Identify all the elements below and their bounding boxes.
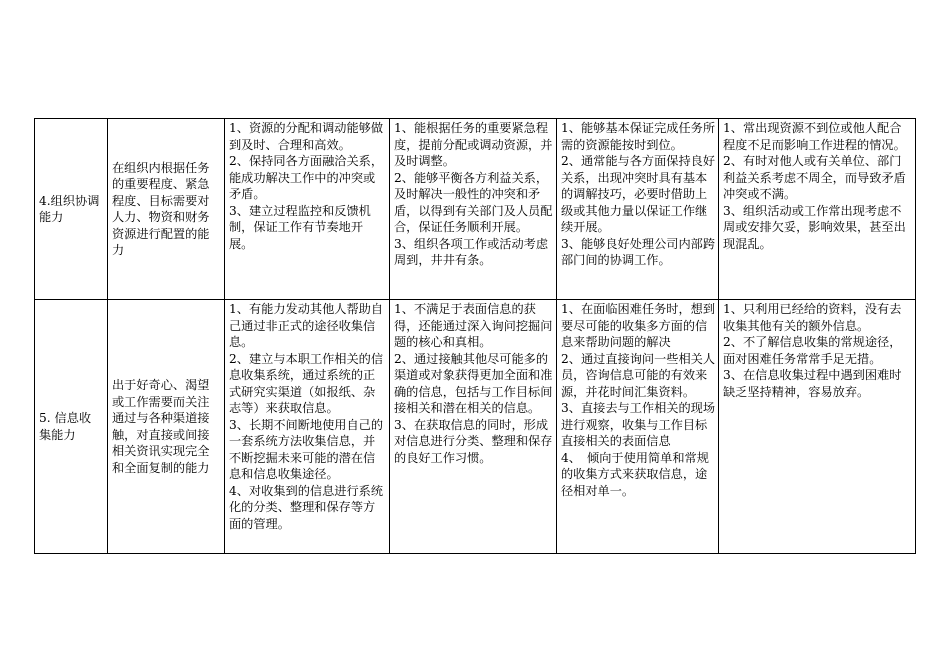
level-item: 1、不满足于表面信息的获得，还能通过深入询问挖掘问题的核心和真相。 bbox=[394, 302, 553, 349]
level-item: 2、通过直接询问一些相关人员，咨询信息可能的有效来源，并花时间汇集资料。 bbox=[561, 351, 716, 399]
level-cell bbox=[719, 300, 916, 554]
level-item: 3、组织活动或工作常出现考虑不周或安排欠妥，影响效果，甚至出现混乱。 bbox=[723, 203, 906, 251]
level-item: 3、组织各项工作或活动考虑周到，井井有条。 bbox=[394, 236, 549, 267]
level-item: 1、在面临困难任务时，想到要尽可能的收集多方面的信息来帮助问题的解决 bbox=[561, 302, 716, 349]
table-row-information bbox=[35, 300, 916, 554]
level-item: 3、能够良好处理公司内部跨部门间的协调工作。 bbox=[561, 236, 716, 267]
level-item: 3、在信息收集过程中遇到困难时缺乏坚持精神，容易放弃。 bbox=[723, 368, 902, 399]
competency-table bbox=[34, 118, 916, 554]
level-item: 1、有能力发动其他人帮助自己通过非正式的途径收集信息。 bbox=[229, 302, 384, 349]
level-cell bbox=[390, 119, 557, 300]
competency-definition: 出于好奇心、渴望或工作需要而关注通过与各种渠道接触，对直接或间接相关资讯实现完全和全面复制的能力 bbox=[108, 300, 225, 554]
competency-definition: 在组织内根据任务的重要程度、紧急程度、目标需要对人力、物资和财务资源进行配置的能力 bbox=[108, 119, 225, 300]
level-item: 2、能够平衡各方利益关系，及时解决一般性的冲突和矛盾，以得到有关部门及人员配合，保证任务顺利开展。 bbox=[394, 170, 553, 234]
level-item: 4、对收集到的信息进行系统化的分类、整理和保存等方面的管理。 bbox=[229, 483, 384, 531]
level-item: 3、在获取信息的同时，形成对信息进行分类、整理和保存的良好工作习惯。 bbox=[394, 417, 553, 465]
level-cell bbox=[557, 119, 719, 300]
level-item: 3、直接去与工作相关的现场进行观察，收集与工作目标直接相关的表面信息 bbox=[561, 401, 716, 448]
level-item: 3、建立过程监控和反馈机制，保证工作有节奏地开展。 bbox=[229, 203, 371, 251]
competency-name: 5. 信息收集能力 bbox=[35, 300, 108, 554]
level-cell bbox=[390, 300, 557, 554]
level-item: 1、能根据任务的重要紧急程度，提前分配或调动资源，并及时调整。 bbox=[394, 121, 553, 168]
level-item: 1、资源的分配和调动能够做到及时、合理和高效。 bbox=[229, 121, 384, 152]
level-cell bbox=[719, 119, 916, 300]
level-item: 2、保持同各方面融洽关系，能成功解决工作中的冲突或矛盾。 bbox=[229, 154, 384, 201]
level-item: 1、能够基本保证完成任务所需的资源能按时到位。 bbox=[561, 121, 716, 152]
level-item: 2、通过接触其他尽可能多的渠道或对象获得更加全面和准确的信息，包括与工作目标间接相关和潜在相关的信息。 bbox=[394, 351, 553, 415]
level-cell bbox=[225, 119, 390, 300]
level-item: 2、通常能与各方面保持良好关系，出现冲突时具有基本的调解技巧，必要时借助上级或其他力量以保证工作继续开展。 bbox=[561, 154, 716, 234]
level-item: 3、长期不间断地使用自己的一套系统方法收集信息，并不断挖掘未来可能的潜在信息和信息收集途径。 bbox=[229, 417, 384, 481]
level-item: 2、有时对他人或有关单位、部门利益关系考虑不周全，而导致矛盾冲突或不满。 bbox=[723, 154, 906, 201]
level-item: 2、不了解信息收集的常规途径，面对困难任务常常手足无措。 bbox=[723, 335, 902, 366]
level-item: 1、只利用已经给的资料，没有去收集其他有关的额外信息。 bbox=[723, 302, 902, 333]
table-row-organization bbox=[35, 119, 916, 300]
level-item: 1、常出现资源不到位或他人配合程度不足而影响工作进程的情况。 bbox=[723, 121, 906, 152]
competency-name: 4.组织协调能力 bbox=[35, 119, 108, 300]
level-item: 2、建立与本职工作相关的信息收集系统，通过系统的正式研究实渠道（如报纸、杂志等）来获取信息。 bbox=[229, 351, 384, 415]
level-cell bbox=[225, 300, 390, 554]
level-item: 4、 倾向于使用简单和常规的收集方式来获取信息，途径相对单一。 bbox=[561, 450, 709, 498]
level-cell bbox=[557, 300, 719, 554]
